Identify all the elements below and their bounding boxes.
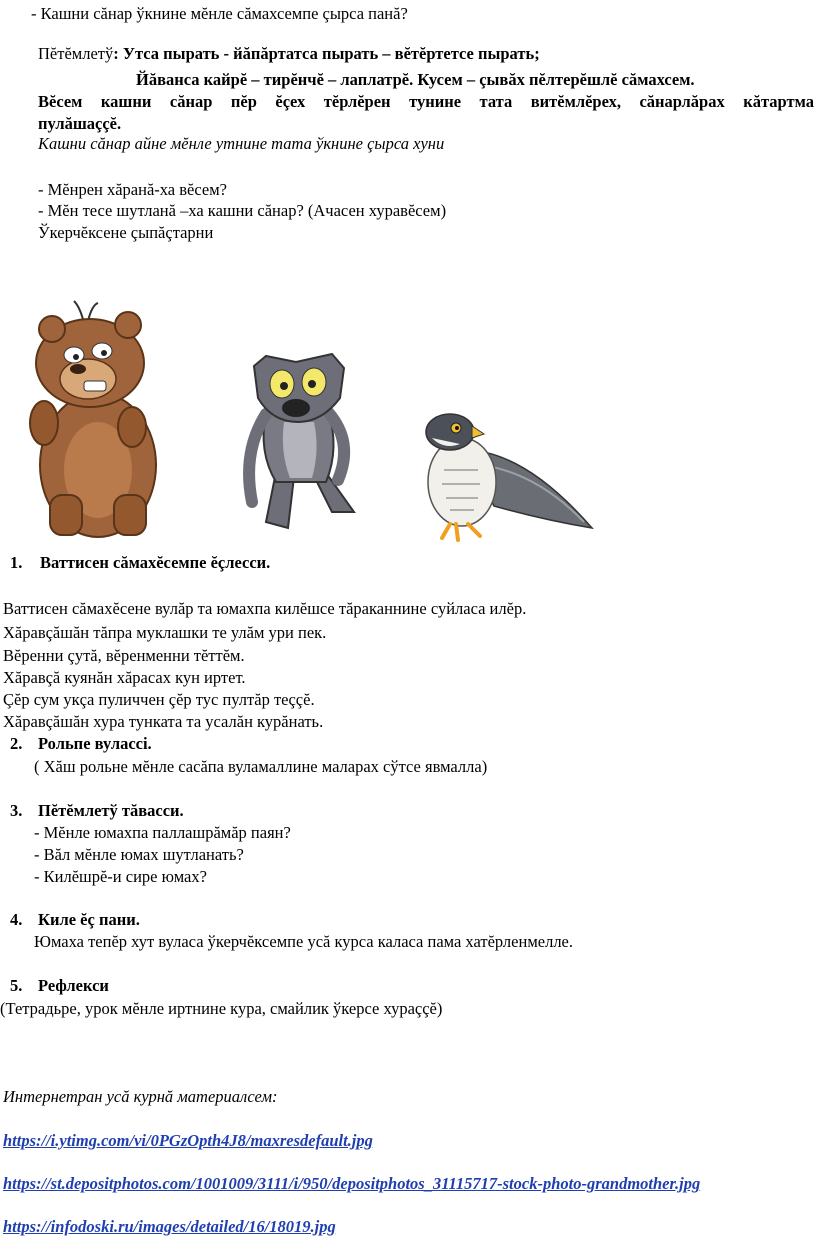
section-5-line-1: (Тетрадьре, урок мĕнле иртнине кура, смайлик ўкерсе хураççĕ) [0, 999, 443, 1018]
falcon-illustration [414, 410, 598, 546]
section-1-number: 1. [10, 553, 23, 572]
section-2-title: Рольпе вулассi. [38, 734, 152, 753]
instruction-line: Кашни сăнар айне мĕнле утнине тата ўкнине çырса хуни [38, 134, 445, 153]
bear-icon [30, 301, 156, 537]
section-3-line-1: - Мĕнле юмахпа паллашрăмăр паян? [34, 823, 291, 842]
speaker-colon: : [113, 44, 119, 63]
section-1-line-4: Хăравçă куянăн хăрасах кун иртет. [3, 668, 246, 687]
answer-part-b: Йăванса кайрĕ – тирĕнчĕ – лаплатрĕ. Кусем – çывăх пĕлтерĕшлĕ сăмахсем. [136, 70, 695, 89]
section-3-number: 3. [10, 801, 23, 820]
section-1-line-3: Вĕренни çутă, вĕренменни тĕттĕм. [3, 646, 245, 665]
answer-part-a: Утса пырать - йăпăртатса пырать – вĕтĕртетсе пырать; [122, 44, 540, 63]
answer-part-c: Вĕсем кашни сăнар пĕр ĕçех тĕрлĕрен тунине тата витĕмлĕрех, сăнарлăрах кăтартма [38, 92, 814, 111]
section-1-line-1: Ваттисен сăмахĕсене вулăр та юмахпа килĕшсе тăраканнине суйласа илĕр. [3, 599, 527, 618]
section-2-line-1: ( Хăш рольне мĕнле сасăпа вуламаллине маларах сўтсе явмалла) [34, 757, 488, 776]
exercise-line: Ўкерчĕксене çыпăçтарни [38, 223, 214, 242]
source-link-2[interactable]: https://st.depositphotos.com/1001009/3111/i/950/depositphotos_31115717-stock-photo-grandmother.jpg [3, 1174, 701, 1193]
section-1-line-6: Хăравçăшăн хура тунката та усалăн курăнать. [3, 712, 324, 731]
sources-title: Интернетран усă курнă материалсем: [3, 1087, 278, 1106]
section-1-line-5: Çĕр сум укçа пуличчен çĕр тус пултăр теççĕ. [3, 690, 315, 709]
source-link-3[interactable]: https://infodoski.ru/images/detailed/16/18019.jpg [3, 1217, 336, 1236]
question-2: - Мĕн тесе шутланă –ха кашни сăнар? (Ачасен хуравĕсем) [38, 201, 447, 220]
section-2-number: 2. [10, 734, 23, 753]
source-link-1[interactable]: https://i.ytimg.com/vi/0PGzOpth4J8/maxresdefault.jpg [3, 1131, 373, 1150]
question-1: - Мĕнрен хăранă-ха вĕсем? [38, 180, 227, 199]
section-3-title: Пĕтĕмлетў тăвасси. [38, 801, 184, 820]
section-5-title: Рефлекси [38, 976, 109, 995]
wolf-icon [249, 354, 354, 528]
section-5-number: 5. [10, 976, 23, 995]
summary-line-1 [38, 44, 540, 64]
wolf-illustration [236, 352, 362, 542]
section-4-title: Киле ĕç пани. [38, 910, 140, 929]
section-3-line-2: - Вăл мĕнле юмах шутланать? [34, 845, 244, 864]
bear-illustration [22, 295, 170, 540]
question-line: - Кашни сăнар ўкнине мĕнле сăмахсемпе çырса панă? [31, 4, 408, 23]
section-1-title: Ваттисен сăмахĕсемпе ĕçлесси. [40, 553, 271, 572]
section-1-line-2: Хăравçăшăн тăпра муклашки те улăм ури пек. [3, 623, 327, 642]
falcon-icon [426, 414, 592, 540]
answer-part-d: пулăшаççĕ. [38, 114, 122, 133]
section-4-line-1: Юмаха тепĕр хут вуласа ўкерчĕксемпе усă курса каласа пама хатĕрленмелле. [34, 932, 573, 951]
section-4-number: 4. [10, 910, 23, 929]
speaker-label: Пĕтĕмлетў [38, 44, 114, 63]
section-3-line-3: - Килĕшрĕ-и сире юмах? [34, 867, 207, 886]
